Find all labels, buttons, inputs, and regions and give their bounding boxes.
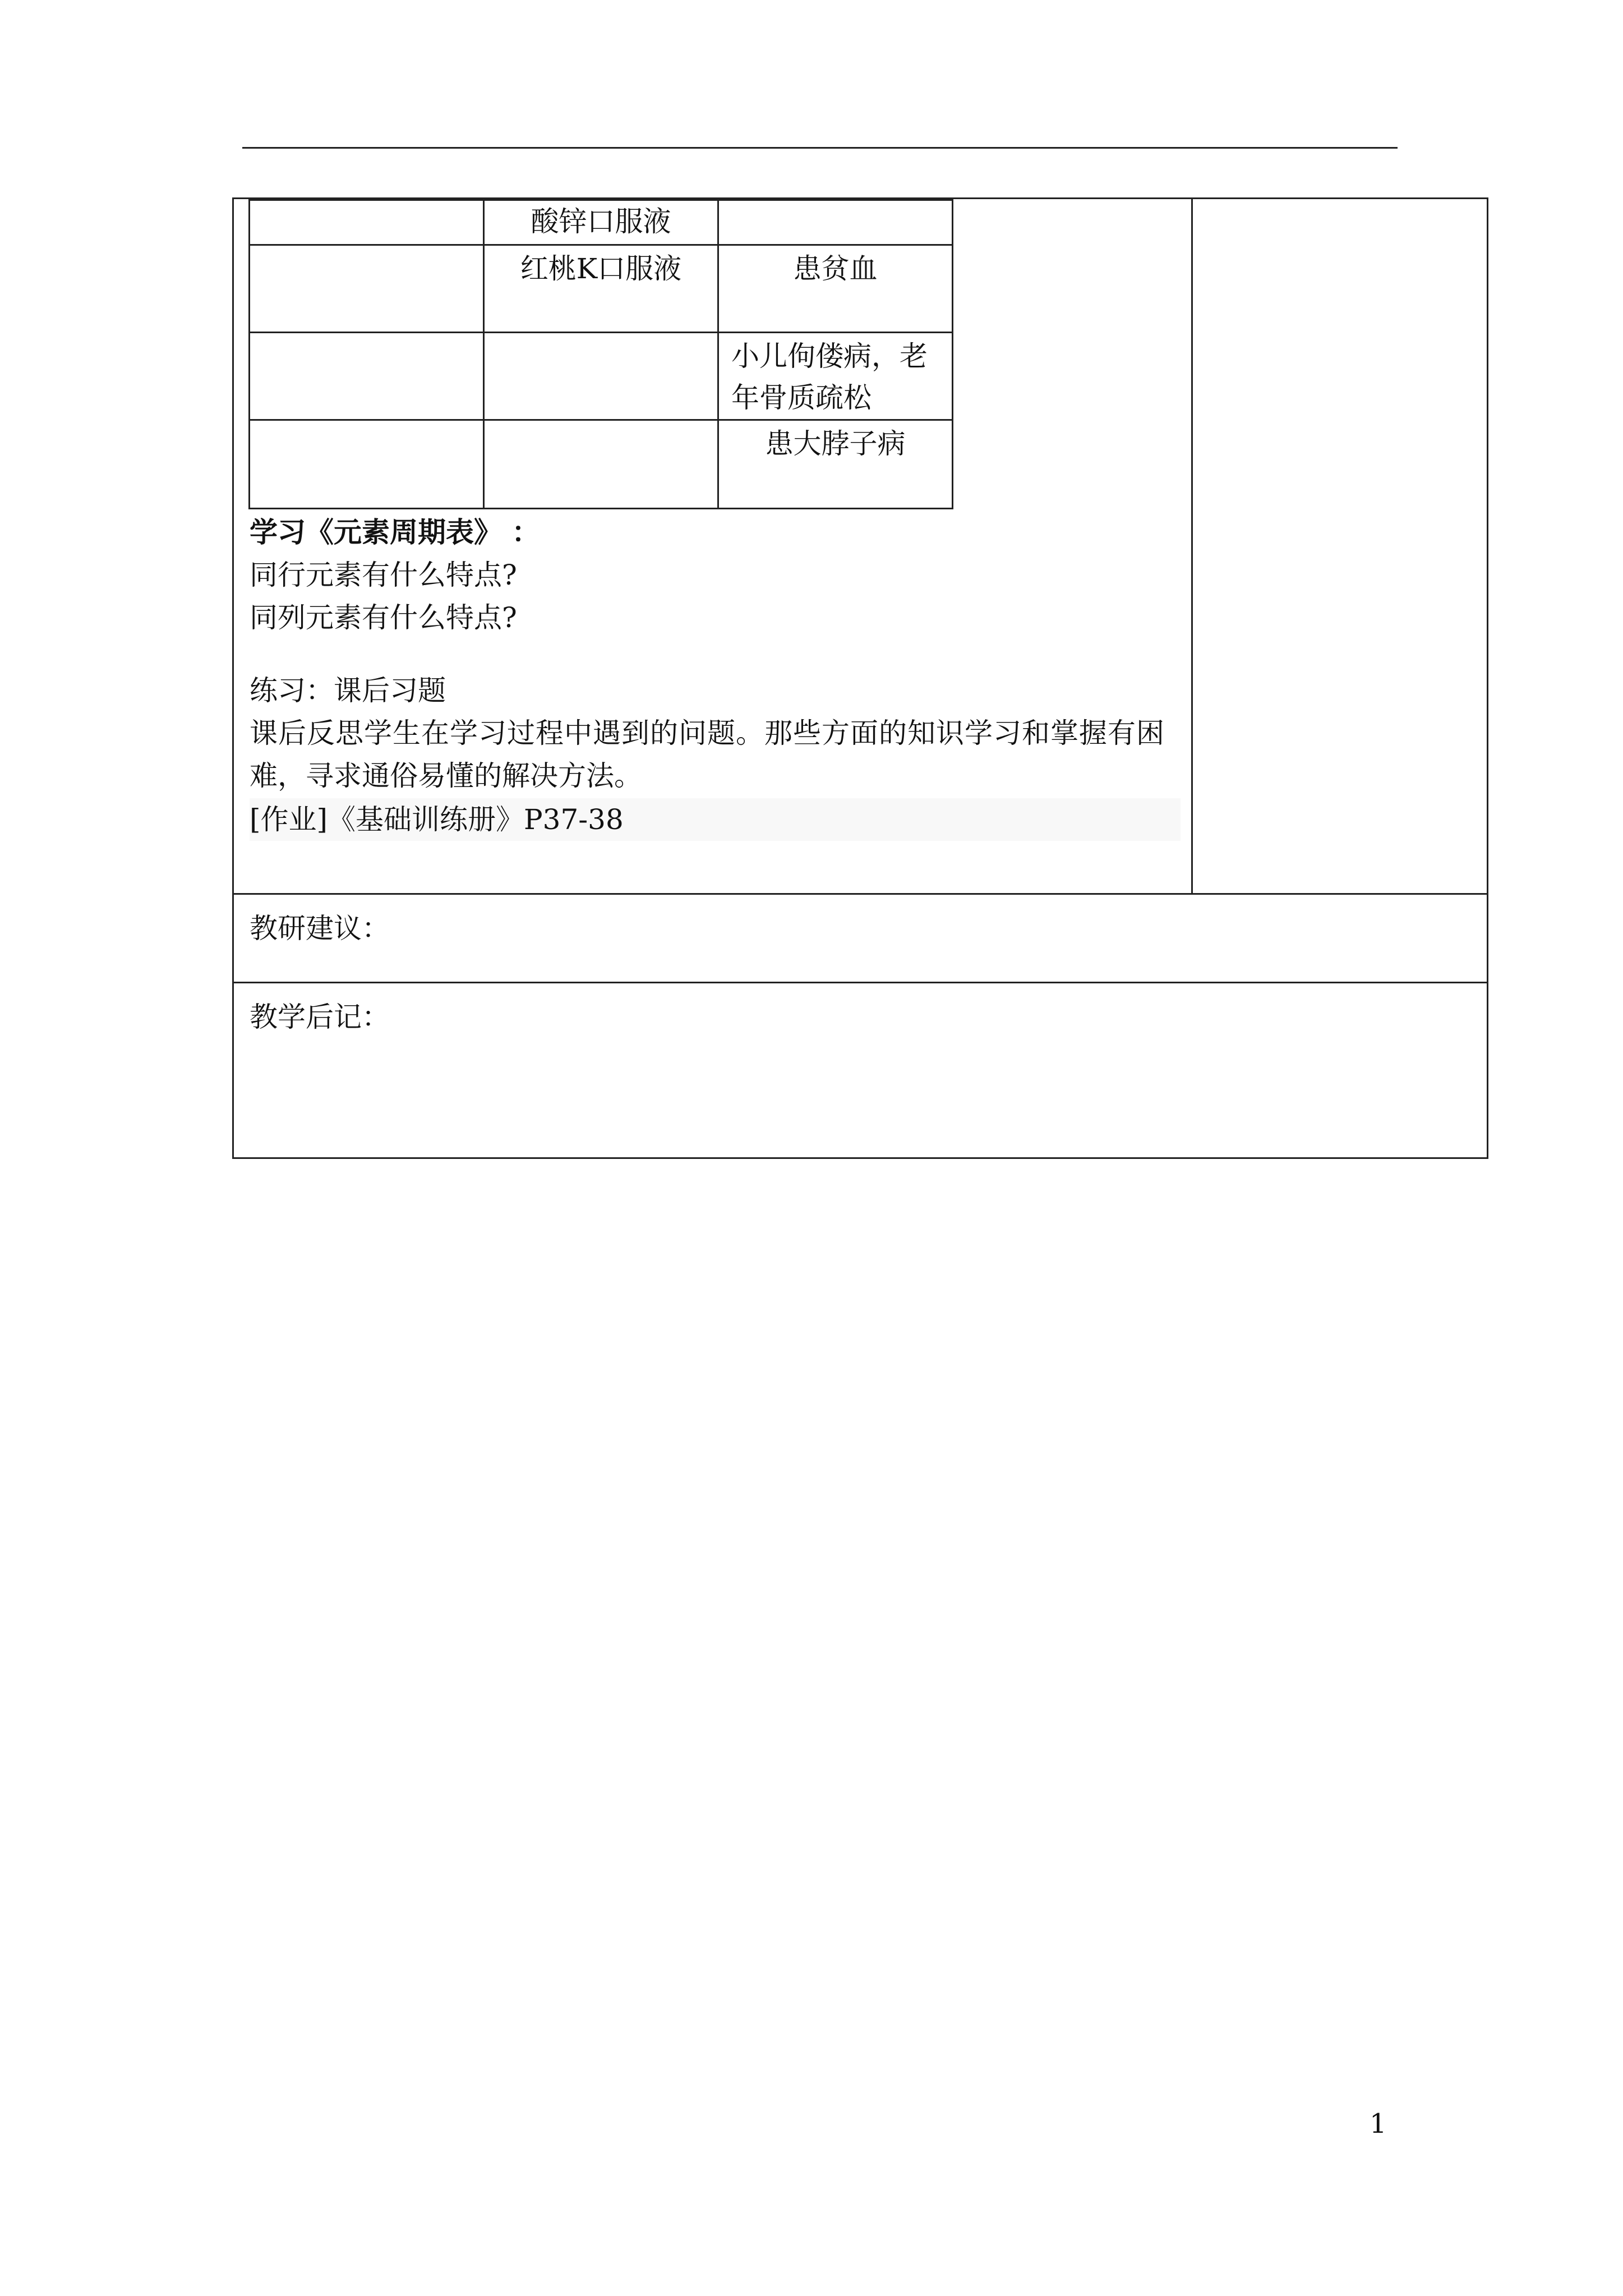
- notes-label: 教学后记：: [250, 1001, 390, 1033]
- element-supplement-table: [248, 199, 953, 509]
- table-row: [250, 420, 953, 509]
- table-cell: [250, 333, 484, 420]
- table-cell: 酸锌口服液: [484, 200, 718, 245]
- question-column: 同列元素有什么特点?: [250, 601, 517, 634]
- practice-text: 练习：课后习题: [250, 674, 446, 707]
- table-cell: [250, 420, 484, 509]
- table-cell: [250, 200, 484, 245]
- reflection-line-2: 难，寻求通俗易懂的解决方法。: [250, 760, 642, 792]
- page-number: 1: [1370, 2108, 1387, 2139]
- question-row: 同行元素有什么特点?: [250, 559, 517, 591]
- section-heading: 学习《元素周期表》 ：: [250, 516, 540, 549]
- teaching-notes-row: [234, 983, 1487, 1157]
- main-content-cell: [234, 199, 1193, 895]
- header-rule: [242, 147, 1398, 149]
- reflection-line-1: 课后反思学生在学习过程中遇到的问题。那些方面的知识学习和掌握有困: [250, 717, 1165, 749]
- table-row: [250, 245, 953, 333]
- table-cell: 患贫血: [718, 245, 953, 333]
- side-notes-cell: [1193, 199, 1487, 895]
- lesson-plan-table: [232, 197, 1488, 1159]
- table-cell: 小儿佝偻病，老年骨质疏松: [718, 333, 953, 420]
- table-row: [250, 333, 953, 420]
- table-cell: 红桃K口服液: [484, 245, 718, 333]
- table-row: [250, 200, 953, 245]
- table-cell: [484, 420, 718, 509]
- research-label: 教研建议：: [250, 912, 390, 945]
- table-cell: [250, 245, 484, 333]
- table-cell: [484, 333, 718, 420]
- table-cell: 患大脖子病: [718, 420, 953, 509]
- table-cell: [718, 200, 953, 245]
- homework-line: [作业]《基础训练册》P37-38: [250, 798, 1181, 841]
- research-suggestion-row: [234, 895, 1487, 983]
